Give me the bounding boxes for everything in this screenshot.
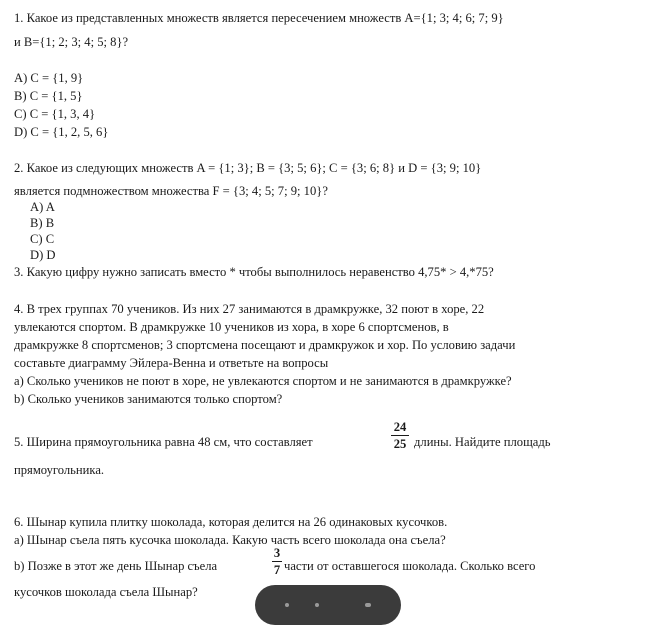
q6-line4: кусочков шоколада съела Шынар? xyxy=(14,585,198,599)
q1-option-a: A) C = {1, 9} xyxy=(14,71,84,85)
q4-line3: драмкружке 8 спортсменов; 3 спортсмена посещают и драмкружок и хор. По условию задачи xyxy=(14,338,516,352)
q1-line2: и В={1; 2; 3; 4; 5; 8}? xyxy=(14,35,129,49)
q2-option-a: A) A xyxy=(30,200,55,214)
toolbar-dot-icon xyxy=(365,603,371,607)
q6-line1: 6. Шынар купила плитку шоколада, которая делится на 26 одинаковых кусочков. xyxy=(14,515,448,529)
q2-option-c: C) C xyxy=(30,232,55,246)
q6-fraction xyxy=(272,546,282,577)
q4-line1: 4. В трех группах 70 учеников. Из них 27 занимаются в драмкружке, 32 поют в хоре, 22 xyxy=(14,302,485,316)
q1-option-d: D) C = {1, 2, 5, 6} xyxy=(14,125,109,139)
q5-fraction-denominator: 25 xyxy=(393,437,407,451)
q4-line2: увлекаются спортом. В драмкружке 10 учеников из хора, в хоре 6 спортсменов, в xyxy=(14,320,449,334)
q2-option-b: B) B xyxy=(30,216,55,230)
q5-fraction-numerator: 24 xyxy=(393,420,407,434)
toolbar-dot-icon xyxy=(285,603,289,607)
q4-question-b: b) Сколько учеников занимаются только спортом? xyxy=(14,392,283,406)
q5-fraction-bar xyxy=(391,435,409,436)
q6-fraction-denominator: 7 xyxy=(273,563,281,577)
q3-line1: 3. Какую цифру нужно записать вместо * чтобы выполнилось неравенство 4,75* > 4,*75? xyxy=(14,265,494,279)
q5-text-before: 5. Ширина прямоугольника равна 48 см, что составляет xyxy=(14,435,313,449)
q6-fraction-bar xyxy=(272,561,282,562)
toolbar-dot-icon xyxy=(315,603,319,607)
q2-line1: 2. Какое из следующих множеств A = {1; 3}; B = {3; 5; 6}; C = {3; 6; 8} и D = {3; 9; 10} xyxy=(14,161,482,175)
q5-fraction xyxy=(391,420,409,451)
q4-line4: составьте диаграмму Эйлера-Венна и ответьте на вопросы xyxy=(14,356,329,370)
q2-line2: является подмножеством множества F = {3; 4; 5; 7; 9; 10}? xyxy=(14,184,328,198)
q2-option-d: D) D xyxy=(30,248,56,262)
q1-option-c: C) C = {1, 3, 4} xyxy=(14,107,96,121)
q6-question-b-before: b) Позже в этот же день Шынар съела xyxy=(14,559,218,573)
q6-fraction-numerator: 3 xyxy=(273,546,281,560)
q5-text-after: длины. Найдите площадь xyxy=(414,435,551,449)
q6-question-b-after: части от оставшегося шоколада. Сколько всего xyxy=(284,559,536,573)
q4-question-a: a) Сколько учеников не поют в хоре, не увлекаются спортом и не занимаются в драмкружке? xyxy=(14,374,512,388)
q1-option-b: B) C = {1, 5} xyxy=(14,89,83,103)
floating-toolbar-overlay[interactable] xyxy=(255,585,401,625)
q6-question-a: a) Шынар съела пять кусочка шоколада. Какую часть всего шоколада она съела? xyxy=(14,533,446,547)
q1-line1: 1. Какое из представленных множеств является пересечением множеств А={1; 3; 4; 6; 7; 9} xyxy=(14,11,504,25)
q5-line2: прямоугольника. xyxy=(14,463,105,477)
